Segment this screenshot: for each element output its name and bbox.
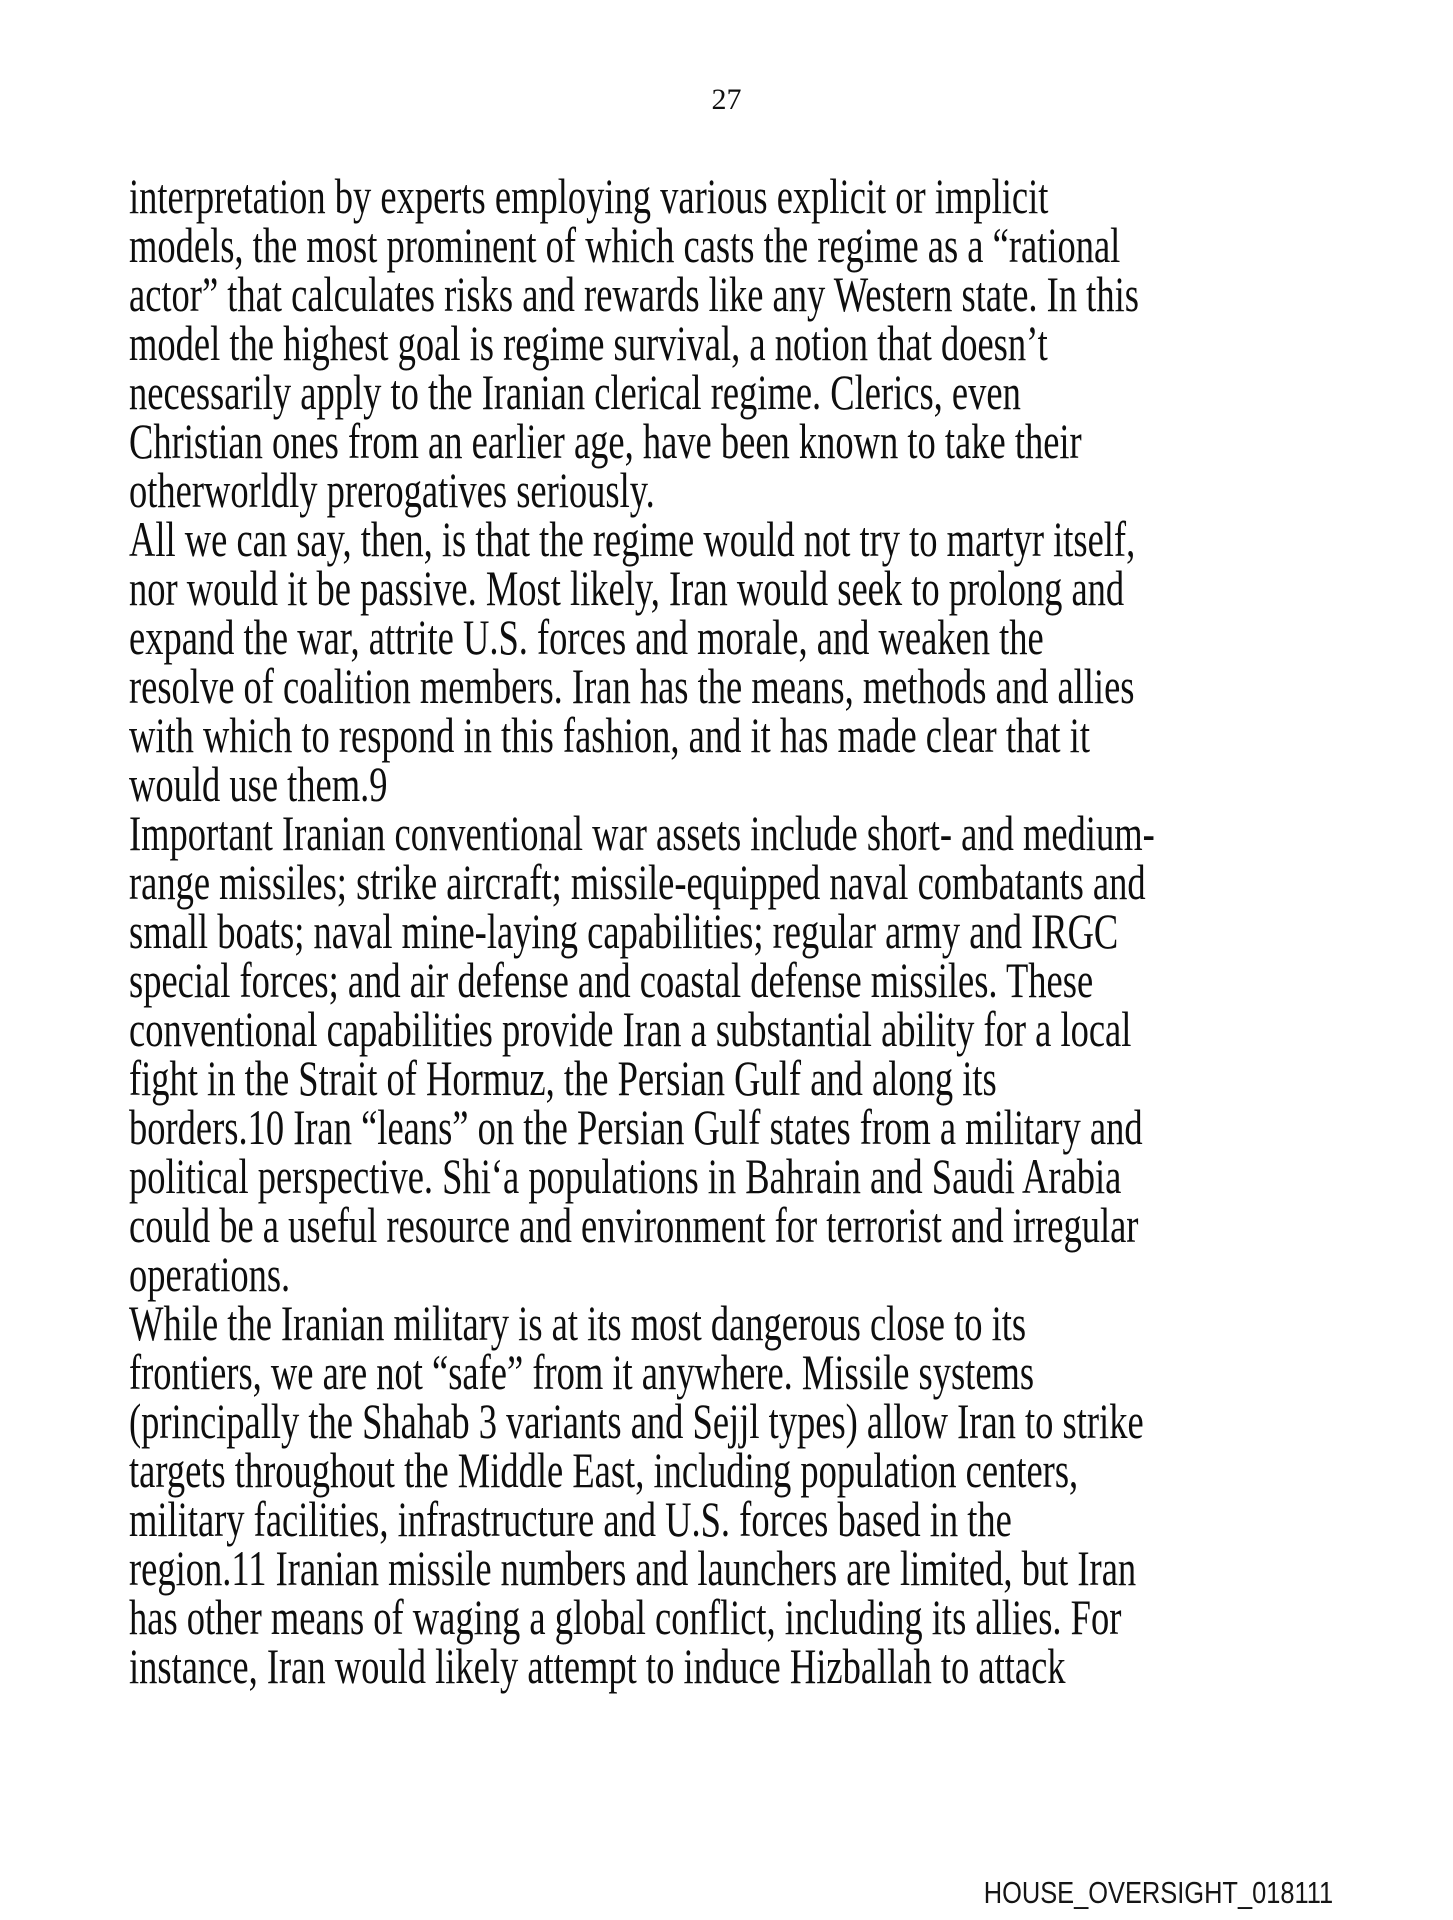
text-line: region.11 Iranian missile numbers and launchers are limited, but Iran [129,1540,1137,1596]
body-text [129,168,1341,1694]
text-line: borders.10 Iran “leans” on the Persian Gulf states from a military and [129,1099,1143,1155]
text-line: While the Iranian military is at its most dangerous close to its [129,1295,1027,1351]
text-line: nor would it be passive. Most likely, Iran would seek to prolong and [129,560,1125,616]
text-line: necessarily apply to the Iranian clerical regime. Clerics, even [129,364,1021,420]
text-line: small boats; naval mine-laying capabilities; regular army and IRGC [129,903,1119,959]
text-line: (principally the Shahab 3 variants and Sejjl types) allow Iran to strike [129,1393,1144,1449]
text-line: military facilities, infrastructure and U.S. forces based in the [129,1491,1012,1547]
text-line: targets throughout the Middle East, including population centers, [129,1442,1079,1498]
page-number: 27 [711,83,742,116]
text-line: would use them.9 [129,756,388,812]
text-line: fight in the Strait of Hormuz, the Persian Gulf and along its [129,1050,997,1106]
text-line: frontiers, we are not “safe” from it anywhere. Missile systems [129,1344,1035,1400]
text-line: Christian ones from an earlier age, have been known to take their [129,413,1082,469]
text-line: resolve of coalition members. Iran has the means, methods and allies [129,658,1135,714]
text-line: could be a useful resource and environment for terrorist and irregular [129,1197,1139,1253]
text-line: political perspective. Shi‘a populations in Bahrain and Saudi Arabia [129,1148,1122,1204]
text-line: All we can say, then, is that the regime would not try to martyr itself, [129,511,1136,567]
text-line: has other means of waging a global conflict, including its allies. For [129,1589,1122,1645]
text-line: actor” that calculates risks and rewards like any Western state. In this [129,266,1139,322]
text-line: model the highest goal is regime survival, a notion that doesn’t [129,315,1048,371]
text-line: conventional capabilities provide Iran a substantial ability for a local [129,1001,1132,1057]
text-line: special forces; and air defense and coastal defense missiles. These [129,952,1094,1008]
text-line: operations. [129,1246,291,1302]
text-line: interpretation by experts employing various explicit or implicit [129,168,1049,224]
text-line: with which to respond in this fashion, and it has made clear that it [129,707,1090,763]
bates-stamp: HOUSE_OVERSIGHT_018111 [983,1875,1333,1910]
text-line: Important Iranian conventional war assets include short- and medium- [129,805,1155,861]
text-line: instance, Iran would likely attempt to induce Hizballah to attack [129,1638,1066,1694]
text-line: otherworldly prerogatives seriously. [129,462,655,518]
text-line: models, the most prominent of which casts the regime as a “rational [129,217,1121,273]
text-line: expand the war, attrite U.S. forces and morale, and weaken the [129,609,1044,665]
text-line: range missiles; strike aircraft; missile-equipped naval combatants and [129,854,1146,910]
